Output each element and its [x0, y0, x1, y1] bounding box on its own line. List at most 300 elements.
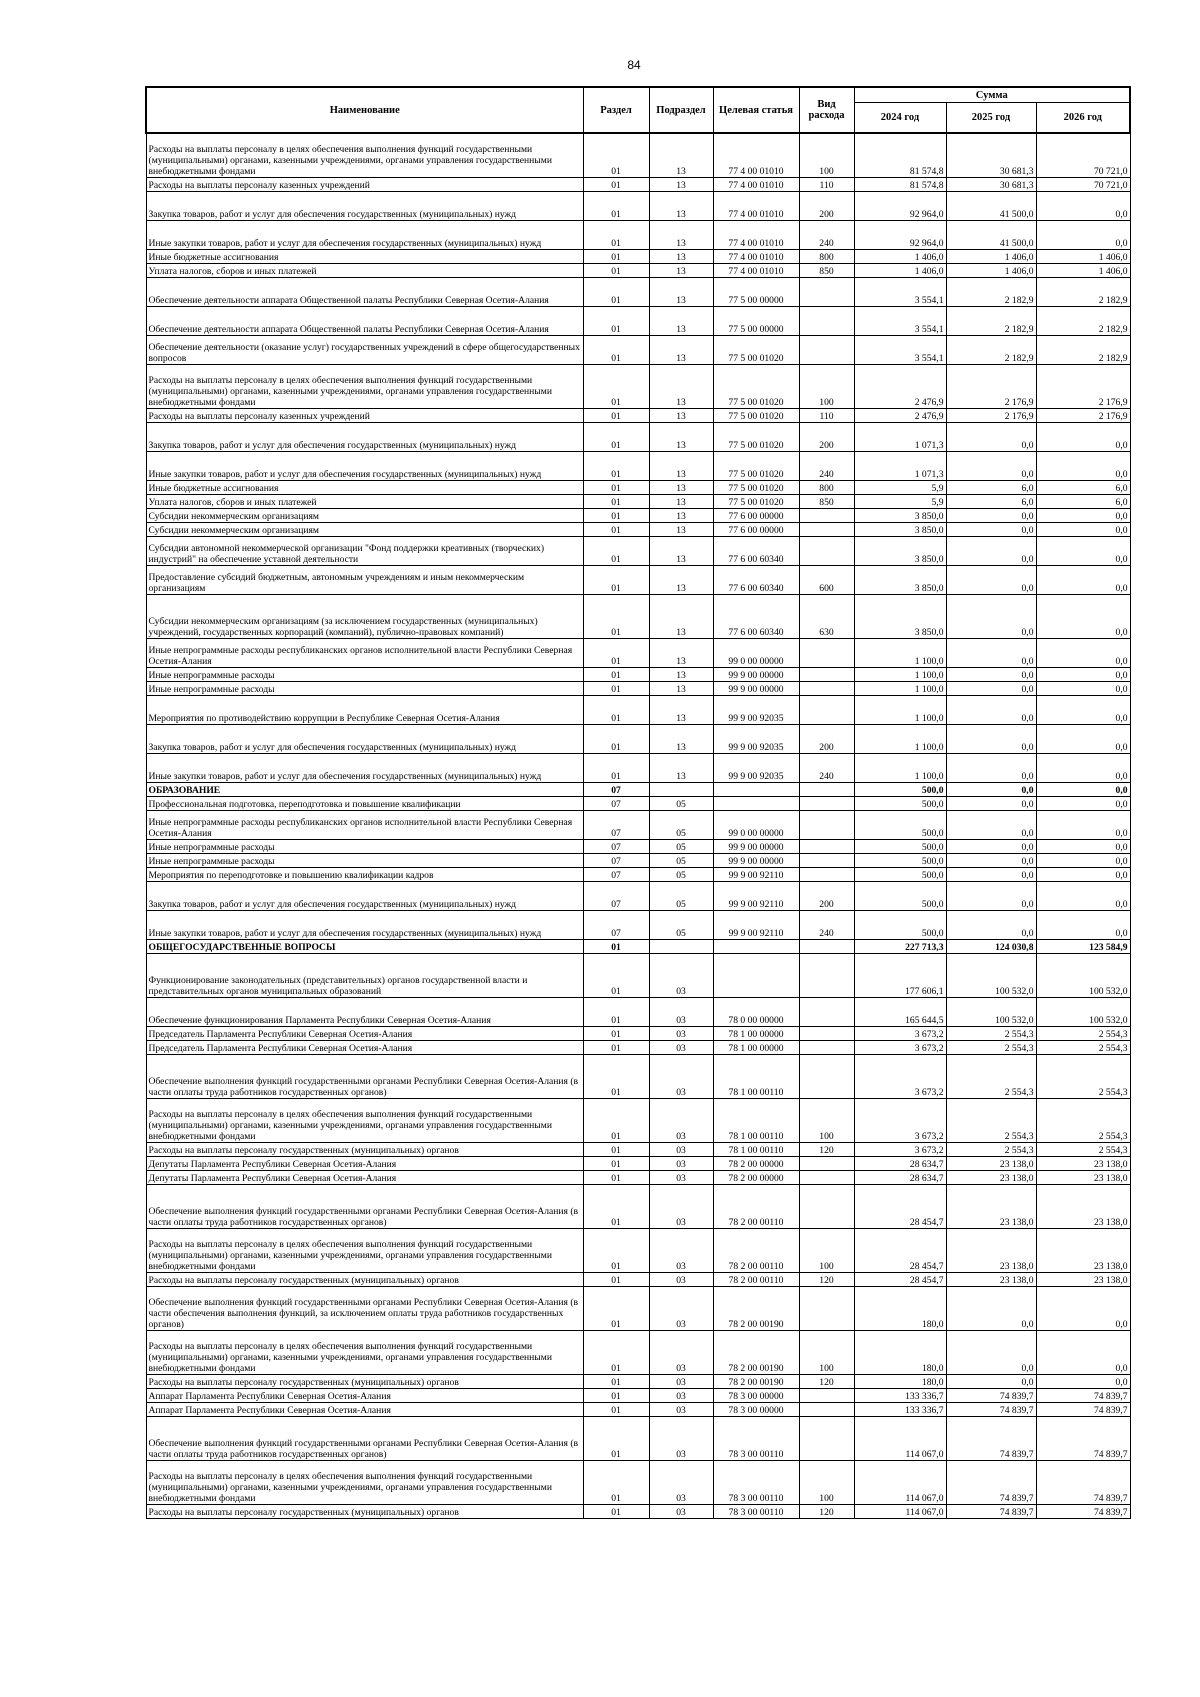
row-value-2024: 28 634,7 — [854, 1156, 946, 1170]
row-value-2024: 227 713,3 — [854, 939, 946, 953]
row-expense-type: 240 — [799, 910, 854, 939]
row-target: 77 4 00 01010 — [713, 133, 799, 177]
row-expense-type — [799, 1156, 854, 1170]
header-target: Целевая статья — [713, 87, 799, 133]
row-subsection: 03 — [649, 1388, 713, 1402]
row-value-2025: 0,0 — [946, 695, 1036, 724]
row-name: Обеспечение выполнения функций государственными органами Республики Северная Осетия-Алания (в части оплаты труда работников государственных органов) — [146, 1054, 583, 1098]
row-target: 78 2 00 00190 — [713, 1286, 799, 1330]
row-value-2026: 0,0 — [1036, 796, 1130, 810]
row-value-2025: 6,0 — [946, 480, 1036, 494]
row-name: Мероприятия по переподготовке и повышению квалификации кадров — [146, 867, 583, 881]
row-value-2026: 1 406,0 — [1036, 263, 1130, 277]
row-section: 01 — [583, 667, 649, 681]
header-2024: 2024 год — [854, 103, 946, 134]
row-section: 01 — [583, 277, 649, 306]
header-2026: 2026 год — [1036, 103, 1130, 134]
row-value-2024: 3 850,0 — [854, 508, 946, 522]
row-section: 01 — [583, 695, 649, 724]
row-target: 77 4 00 01010 — [713, 191, 799, 220]
row-value-2025: 0,0 — [946, 867, 1036, 881]
table-row — [146, 536, 1130, 565]
row-value-2026: 0,0 — [1036, 594, 1130, 638]
row-value-2024: 3 673,2 — [854, 1040, 946, 1054]
table-row — [146, 753, 1130, 782]
row-value-2025: 0,0 — [946, 451, 1036, 480]
row-section: 01 — [583, 1026, 649, 1040]
row-name: Расходы на выплаты персоналу государственных (муниципальных) органов — [146, 1504, 583, 1518]
table-row — [146, 1286, 1130, 1330]
table-row — [146, 494, 1130, 508]
row-value-2026: 0,0 — [1036, 1330, 1130, 1374]
row-value-2026: 0,0 — [1036, 536, 1130, 565]
row-name: Субсидии некоммерческим организациям — [146, 522, 583, 536]
row-value-2026: 0,0 — [1036, 451, 1130, 480]
row-value-2026: 0,0 — [1036, 810, 1130, 839]
row-name: Закупка товаров, работ и услуг для обеспечения государственных (муниципальных) нужд — [146, 422, 583, 451]
row-value-2026: 0,0 — [1036, 753, 1130, 782]
row-subsection: 03 — [649, 1228, 713, 1272]
row-value-2024: 28 454,7 — [854, 1184, 946, 1228]
row-expense-type — [799, 1040, 854, 1054]
row-value-2024: 500,0 — [854, 796, 946, 810]
row-value-2025: 41 500,0 — [946, 191, 1036, 220]
row-expense-type: 100 — [799, 364, 854, 408]
row-value-2026: 0,0 — [1036, 191, 1130, 220]
row-name: Обеспечение выполнения функций государственными органами Республики Северная Осетия-Алания (в части оплаты труда работников государственных органов) — [146, 1184, 583, 1228]
row-name: ОБРАЗОВАНИЕ — [146, 782, 583, 796]
row-target: 77 4 00 01010 — [713, 220, 799, 249]
row-value-2025: 74 839,7 — [946, 1388, 1036, 1402]
row-value-2025: 1 406,0 — [946, 263, 1036, 277]
table-row — [146, 997, 1130, 1026]
table-row — [146, 1142, 1130, 1156]
row-value-2026: 74 839,7 — [1036, 1504, 1130, 1518]
row-value-2026: 2 554,3 — [1036, 1026, 1130, 1040]
row-target — [713, 796, 799, 810]
row-target: 99 9 00 00000 — [713, 667, 799, 681]
row-expense-type — [799, 839, 854, 853]
row-value-2025: 2 554,3 — [946, 1026, 1036, 1040]
row-value-2025: 124 030,8 — [946, 939, 1036, 953]
row-target: 78 2 00 00110 — [713, 1184, 799, 1228]
row-target: 77 4 00 01010 — [713, 263, 799, 277]
row-section: 01 — [583, 1460, 649, 1504]
row-value-2024: 3 673,2 — [854, 1026, 946, 1040]
row-subsection: 03 — [649, 1286, 713, 1330]
row-expense-type: 100 — [799, 133, 854, 177]
row-value-2024: 28 454,7 — [854, 1228, 946, 1272]
table-row — [146, 1098, 1130, 1142]
row-value-2025: 2 176,9 — [946, 408, 1036, 422]
row-subsection: 03 — [649, 1026, 713, 1040]
table-row — [146, 480, 1130, 494]
row-value-2026: 0,0 — [1036, 910, 1130, 939]
row-section: 01 — [583, 480, 649, 494]
row-target: 78 2 00 00110 — [713, 1228, 799, 1272]
row-section: 01 — [583, 1272, 649, 1286]
row-value-2025: 0,0 — [946, 508, 1036, 522]
row-expense-type — [799, 638, 854, 667]
row-target: 77 5 00 00000 — [713, 306, 799, 335]
row-subsection: 13 — [649, 277, 713, 306]
table-row — [146, 177, 1130, 191]
row-target: 99 0 00 00000 — [713, 638, 799, 667]
row-expense-type — [799, 335, 854, 364]
row-value-2026: 2 554,3 — [1036, 1098, 1130, 1142]
row-expense-type — [799, 681, 854, 695]
row-subsection: 13 — [649, 422, 713, 451]
row-value-2026: 0,0 — [1036, 220, 1130, 249]
row-name: ОБЩЕГОСУДАРСТВЕННЫЕ ВОПРОСЫ — [146, 939, 583, 953]
table-row — [146, 724, 1130, 753]
row-value-2024: 114 067,0 — [854, 1460, 946, 1504]
row-value-2026: 2 176,9 — [1036, 408, 1130, 422]
row-section: 01 — [583, 724, 649, 753]
row-section: 01 — [583, 1054, 649, 1098]
row-expense-type: 100 — [799, 1228, 854, 1272]
row-target: 77 4 00 01010 — [713, 249, 799, 263]
row-target: 99 9 00 92110 — [713, 867, 799, 881]
row-expense-type: 850 — [799, 494, 854, 508]
row-name: Субсидии некоммерческим организациям — [146, 508, 583, 522]
table-row — [146, 1184, 1130, 1228]
row-value-2026: 0,0 — [1036, 782, 1130, 796]
row-subsection: 03 — [649, 1402, 713, 1416]
row-subsection — [649, 782, 713, 796]
row-value-2026: 2 182,9 — [1036, 335, 1130, 364]
row-value-2026: 74 839,7 — [1036, 1388, 1130, 1402]
table-row — [146, 408, 1130, 422]
row-subsection: 13 — [649, 480, 713, 494]
row-value-2025: 23 138,0 — [946, 1228, 1036, 1272]
row-value-2026: 23 138,0 — [1036, 1272, 1130, 1286]
row-value-2025: 0,0 — [946, 667, 1036, 681]
row-value-2024: 500,0 — [854, 853, 946, 867]
table-row — [146, 451, 1130, 480]
row-name: Иные непрограммные расходы — [146, 839, 583, 853]
row-expense-type: 200 — [799, 881, 854, 910]
row-expense-type — [799, 1286, 854, 1330]
row-value-2025: 0,0 — [946, 753, 1036, 782]
table-row — [146, 133, 1130, 177]
row-section: 01 — [583, 364, 649, 408]
row-target: 78 3 00 00110 — [713, 1416, 799, 1460]
row-value-2024: 92 964,0 — [854, 191, 946, 220]
row-value-2025: 0,0 — [946, 810, 1036, 839]
row-name: Предоставление субсидий бюджетным, автономным учреждениям и иным некоммерческим организациям — [146, 565, 583, 594]
row-target: 77 5 00 01020 — [713, 480, 799, 494]
row-expense-type: 120 — [799, 1504, 854, 1518]
header-section: Раздел — [583, 87, 649, 133]
row-name: Уплата налогов, сборов и иных платежей — [146, 494, 583, 508]
row-name: Аппарат Парламента Республики Северная Осетия-Алания — [146, 1402, 583, 1416]
row-name: Обеспечение выполнения функций государственными органами Республики Северная Осетия-Алания (в части обеспечения выполнения функций, за исключением оплаты труда работников государственных органов) — [146, 1286, 583, 1330]
row-value-2026: 0,0 — [1036, 1286, 1130, 1330]
row-target: 78 3 00 00110 — [713, 1460, 799, 1504]
row-target: 78 3 00 00110 — [713, 1504, 799, 1518]
row-name: Иные закупки товаров, работ и услуг для обеспечения государственных (муниципальных) нужд — [146, 753, 583, 782]
row-value-2025: 23 138,0 — [946, 1156, 1036, 1170]
row-section: 01 — [583, 1156, 649, 1170]
row-value-2025: 0,0 — [946, 536, 1036, 565]
row-value-2024: 1 100,0 — [854, 638, 946, 667]
row-subsection: 13 — [649, 594, 713, 638]
table-row — [146, 335, 1130, 364]
row-value-2024: 1 100,0 — [854, 695, 946, 724]
row-target: 77 4 00 01010 — [713, 177, 799, 191]
row-subsection: 05 — [649, 853, 713, 867]
row-value-2025: 0,0 — [946, 782, 1036, 796]
row-section: 01 — [583, 522, 649, 536]
row-value-2026: 2 554,3 — [1036, 1054, 1130, 1098]
row-section: 01 — [583, 1142, 649, 1156]
row-section: 01 — [583, 1416, 649, 1460]
row-target: 78 2 00 00000 — [713, 1170, 799, 1184]
row-value-2024: 1 100,0 — [854, 753, 946, 782]
row-expense-type — [799, 1184, 854, 1228]
row-value-2025: 1 406,0 — [946, 249, 1036, 263]
row-value-2024: 1 100,0 — [854, 724, 946, 753]
row-name: Закупка товаров, работ и услуг для обеспечения государственных (муниципальных) нужд — [146, 191, 583, 220]
row-value-2026: 74 839,7 — [1036, 1402, 1130, 1416]
row-value-2025: 0,0 — [946, 565, 1036, 594]
row-value-2026: 0,0 — [1036, 867, 1130, 881]
row-name: Расходы на выплаты персоналу в целях обеспечения выполнения функций государственными (муниципальными) органами, казенными учреждениями, органами управления государственными внебюджетными фондами — [146, 1228, 583, 1272]
row-expense-type — [799, 508, 854, 522]
row-expense-type: 110 — [799, 408, 854, 422]
row-subsection: 13 — [649, 638, 713, 667]
row-section: 01 — [583, 953, 649, 997]
row-subsection: 13 — [649, 695, 713, 724]
row-value-2025: 2 176,9 — [946, 364, 1036, 408]
row-target: 78 1 00 00000 — [713, 1026, 799, 1040]
table-row — [146, 249, 1130, 263]
row-value-2024: 3 850,0 — [854, 536, 946, 565]
row-subsection: 05 — [649, 839, 713, 853]
row-expense-type — [799, 1026, 854, 1040]
row-expense-type: 110 — [799, 177, 854, 191]
row-value-2025: 23 138,0 — [946, 1272, 1036, 1286]
row-section: 07 — [583, 796, 649, 810]
row-target: 78 2 00 00110 — [713, 1272, 799, 1286]
row-value-2024: 180,0 — [854, 1286, 946, 1330]
row-value-2026: 70 721,0 — [1036, 133, 1130, 177]
row-expense-type — [799, 695, 854, 724]
row-value-2024: 2 476,9 — [854, 364, 946, 408]
row-value-2024: 500,0 — [854, 867, 946, 881]
row-value-2024: 114 067,0 — [854, 1416, 946, 1460]
row-value-2024: 3 850,0 — [854, 565, 946, 594]
row-subsection: 13 — [649, 364, 713, 408]
row-name: Председатель Парламента Республики Северная Осетия-Алания — [146, 1026, 583, 1040]
table-row — [146, 1156, 1130, 1170]
table-row — [146, 306, 1130, 335]
row-name: Расходы на выплаты персоналу в целях обеспечения выполнения функций государственными (муниципальными) органами, казенными учреждениями, органами управления государственными внебюджетными фондами — [146, 364, 583, 408]
row-expense-type: 100 — [799, 1330, 854, 1374]
row-section: 01 — [583, 536, 649, 565]
table-row — [146, 364, 1130, 408]
row-value-2025: 2 182,9 — [946, 277, 1036, 306]
row-name: Иные закупки товаров, работ и услуг для обеспечения государственных (муниципальных) нужд — [146, 451, 583, 480]
row-subsection: 03 — [649, 1170, 713, 1184]
row-target: 99 9 00 00000 — [713, 839, 799, 853]
table-row — [146, 220, 1130, 249]
row-expense-type — [799, 277, 854, 306]
row-value-2024: 3 554,1 — [854, 306, 946, 335]
row-section: 01 — [583, 1040, 649, 1054]
row-value-2024: 81 574,8 — [854, 177, 946, 191]
row-expense-type: 100 — [799, 1098, 854, 1142]
row-name: Профессиональная подготовка, переподготовка и повышение квалификации — [146, 796, 583, 810]
row-section: 01 — [583, 177, 649, 191]
row-value-2025: 0,0 — [946, 724, 1036, 753]
table-row — [146, 191, 1130, 220]
row-subsection: 13 — [649, 508, 713, 522]
row-expense-type — [799, 939, 854, 953]
row-expense-type: 600 — [799, 565, 854, 594]
table-row — [146, 1416, 1130, 1460]
row-expense-type: 850 — [799, 263, 854, 277]
header-2025: 2025 год — [946, 103, 1036, 134]
row-section: 01 — [583, 753, 649, 782]
row-expense-type — [799, 953, 854, 997]
row-value-2024: 177 606,1 — [854, 953, 946, 997]
row-target: 77 5 00 01020 — [713, 335, 799, 364]
row-value-2025: 0,0 — [946, 839, 1036, 853]
row-subsection: 03 — [649, 1330, 713, 1374]
row-target: 78 1 00 00110 — [713, 1098, 799, 1142]
row-subsection: 03 — [649, 1374, 713, 1388]
budget-table-body — [146, 133, 1130, 1518]
row-section: 01 — [583, 422, 649, 451]
row-value-2025: 30 681,3 — [946, 177, 1036, 191]
row-value-2025: 0,0 — [946, 522, 1036, 536]
row-name: Расходы на выплаты персоналу в целях обеспечения выполнения функций государственными (муниципальными) органами, казенными учреждениями, органами управления государственными внебюджетными фондами — [146, 133, 583, 177]
row-value-2026: 0,0 — [1036, 839, 1130, 853]
row-target: 77 6 00 00000 — [713, 522, 799, 536]
row-section: 07 — [583, 881, 649, 910]
table-row — [146, 1402, 1130, 1416]
row-target: 78 2 00 00190 — [713, 1330, 799, 1374]
row-name: Расходы на выплаты персоналу государственных (муниципальных) органов — [146, 1374, 583, 1388]
header-subsection: Подраздел — [649, 87, 713, 133]
row-target: 77 5 00 01020 — [713, 451, 799, 480]
row-value-2024: 28 454,7 — [854, 1272, 946, 1286]
row-expense-type — [799, 867, 854, 881]
row-section: 01 — [583, 1402, 649, 1416]
table-row — [146, 939, 1130, 953]
row-value-2024: 1 406,0 — [854, 263, 946, 277]
row-section: 01 — [583, 306, 649, 335]
row-value-2025: 0,0 — [946, 796, 1036, 810]
row-section: 07 — [583, 839, 649, 853]
table-row — [146, 1460, 1130, 1504]
row-name: Расходы на выплаты персоналу в целях обеспечения выполнения функций государственными (муниципальными) органами, казенными учреждениями, органами управления государственными внебюджетными фондами — [146, 1330, 583, 1374]
row-value-2025: 23 138,0 — [946, 1170, 1036, 1184]
row-value-2024: 3 673,2 — [854, 1098, 946, 1142]
row-subsection: 03 — [649, 1416, 713, 1460]
table-row — [146, 810, 1130, 839]
row-value-2026: 0,0 — [1036, 565, 1130, 594]
row-value-2026: 100 532,0 — [1036, 997, 1130, 1026]
row-target: 78 2 00 00000 — [713, 1156, 799, 1170]
row-value-2026: 1 406,0 — [1036, 249, 1130, 263]
row-name: Мероприятия по противодействию коррупции в Республике Северная Осетия-Алания — [146, 695, 583, 724]
row-value-2024: 500,0 — [854, 881, 946, 910]
row-value-2025: 23 138,0 — [946, 1184, 1036, 1228]
row-target: 99 0 00 00000 — [713, 810, 799, 839]
row-subsection: 13 — [649, 494, 713, 508]
row-section: 01 — [583, 1228, 649, 1272]
row-value-2024: 500,0 — [854, 810, 946, 839]
row-value-2024: 500,0 — [854, 782, 946, 796]
table-row — [146, 681, 1130, 695]
row-name: Расходы на выплаты персоналу казенных учреждений — [146, 408, 583, 422]
row-subsection: 13 — [649, 177, 713, 191]
row-section: 01 — [583, 263, 649, 277]
row-value-2025: 0,0 — [946, 681, 1036, 695]
row-subsection: 03 — [649, 997, 713, 1026]
row-value-2026: 2 176,9 — [1036, 364, 1130, 408]
row-value-2026: 100 532,0 — [1036, 953, 1130, 997]
row-target: 78 3 00 00000 — [713, 1402, 799, 1416]
row-name: Обеспечение деятельности аппарата Общественной палаты Республики Северная Осетия-Алания — [146, 277, 583, 306]
row-value-2026: 6,0 — [1036, 480, 1130, 494]
row-subsection: 03 — [649, 1142, 713, 1156]
row-name: Иные непрограммные расходы республиканских органов исполнительной власти Республики Северная Осетия-Алания — [146, 638, 583, 667]
row-value-2024: 28 634,7 — [854, 1170, 946, 1184]
table-row — [146, 953, 1130, 997]
row-subsection: 13 — [649, 753, 713, 782]
row-expense-type — [799, 853, 854, 867]
row-name: Субсидии некоммерческим организациям (за исключением государственных (муниципальных) учреждений, государственных корпораций (компаний), публично-правовых компаний) — [146, 594, 583, 638]
row-target: 78 1 00 00000 — [713, 1040, 799, 1054]
row-value-2024: 3 850,0 — [854, 594, 946, 638]
row-value-2025: 2 182,9 — [946, 306, 1036, 335]
row-section: 01 — [583, 638, 649, 667]
row-value-2025: 0,0 — [946, 1374, 1036, 1388]
row-value-2025: 0,0 — [946, 881, 1036, 910]
row-section: 01 — [583, 939, 649, 953]
row-subsection: 13 — [649, 451, 713, 480]
row-value-2024: 81 574,8 — [854, 133, 946, 177]
row-section: 01 — [583, 1098, 649, 1142]
row-subsection: 13 — [649, 335, 713, 364]
row-value-2026: 23 138,0 — [1036, 1228, 1130, 1272]
row-target — [713, 953, 799, 997]
row-subsection: 03 — [649, 1460, 713, 1504]
row-target: 99 9 00 00000 — [713, 853, 799, 867]
row-expense-type: 800 — [799, 249, 854, 263]
row-value-2026: 0,0 — [1036, 681, 1130, 695]
row-name: Уплата налогов, сборов и иных платежей — [146, 263, 583, 277]
row-name: Иные непрограммные расходы — [146, 667, 583, 681]
row-subsection: 03 — [649, 1098, 713, 1142]
table-row — [146, 867, 1130, 881]
header-name: Наименование — [146, 87, 583, 133]
row-value-2024: 3 673,2 — [854, 1142, 946, 1156]
row-expense-type: 800 — [799, 480, 854, 494]
table-row — [146, 508, 1130, 522]
row-target — [713, 939, 799, 953]
row-value-2025: 100 532,0 — [946, 997, 1036, 1026]
row-value-2026: 6,0 — [1036, 494, 1130, 508]
table-row — [146, 1504, 1130, 1518]
table-row — [146, 422, 1130, 451]
row-name: Обеспечение функционирования Парламента Республики Северная Осетия-Алания — [146, 997, 583, 1026]
row-subsection — [649, 939, 713, 953]
